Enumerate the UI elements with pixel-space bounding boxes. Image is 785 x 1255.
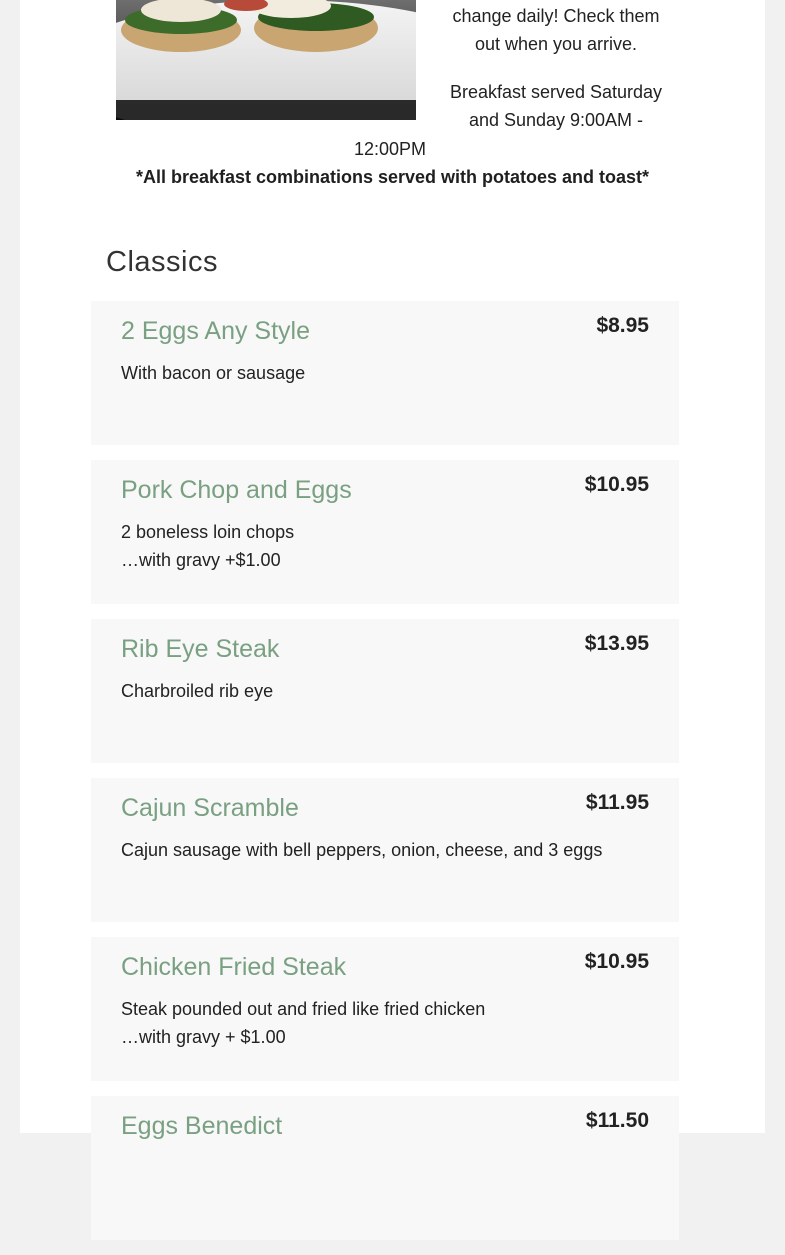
menu-item: [91, 778, 679, 922]
menu-item-price: $10.95: [584, 950, 649, 973]
hours-line-1: Breakfast served Saturday: [449, 82, 663, 102]
menu-item: [91, 460, 679, 604]
menu-item: [91, 619, 679, 763]
menu-item: [91, 1096, 679, 1240]
menu-item-description: With bacon or sausage: [121, 363, 306, 383]
menu-item-price: $11.50: [585, 1109, 649, 1132]
specials-line-1: change daily! Check them: [452, 6, 660, 26]
menu-list: [91, 301, 679, 1255]
menu-item-name: Cajun Scramble: [121, 794, 299, 822]
eggs-benedict-photo-icon: [116, 0, 416, 120]
intro-text: [438, 2, 674, 154]
menu-item-price: $10.95: [584, 473, 649, 496]
menu-item: [91, 937, 679, 1081]
section-title: Classics: [106, 246, 218, 278]
menu-item-description: Charbroiled rib eye: [121, 681, 274, 701]
hours-line-2: and Sunday 9:00AM -: [468, 110, 644, 130]
menu-item-price: $13.95: [584, 632, 649, 655]
menu-item-name: 2 Eggs Any Style: [121, 317, 311, 345]
hours-line-3: 12:00PM: [354, 139, 427, 159]
menu-item-name: Eggs Benedict: [121, 1112, 283, 1140]
menu-item-description: Cajun sausage with bell peppers, onion, cheese, and 3 eggs: [121, 840, 603, 860]
menu-item-price: $8.95: [596, 314, 649, 337]
menu-page: [20, 0, 765, 1140]
menu-item-description: 2 boneless loin chops …with gravy +$1.00: [121, 522, 295, 570]
menu-item-description: Steak pounded out and fried like fried chicken …with gravy + $1.00: [121, 999, 486, 1047]
menu-item-name: Rib Eye Steak: [121, 635, 280, 663]
menu-item-name: Chicken Fried Steak: [121, 953, 347, 981]
menu-item: [91, 301, 679, 445]
menu-item-price: $11.95: [585, 791, 649, 814]
specials-line-2: out when you arrive.: [474, 34, 638, 54]
breakfast-note: *All breakfast combinations served with potatoes and toast*: [135, 167, 650, 187]
menu-item-name: Pork Chop and Eggs: [121, 476, 352, 504]
breakfast-photo: [116, 0, 416, 120]
